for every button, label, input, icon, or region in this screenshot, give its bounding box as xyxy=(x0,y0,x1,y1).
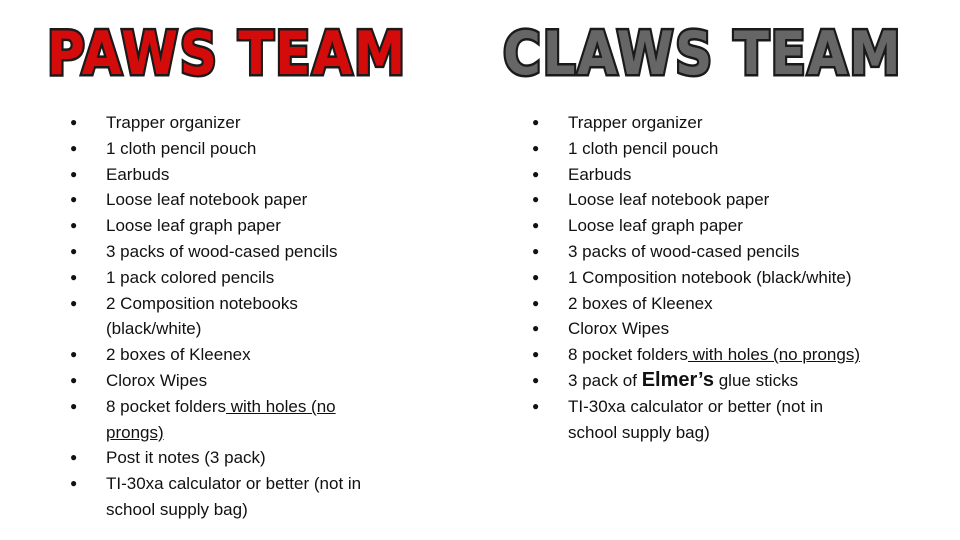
supply-item-text: 1 pack colored pencils xyxy=(106,267,275,287)
supply-list-item xyxy=(68,471,388,523)
supply-item-note: with holes (no prongs) xyxy=(688,345,860,365)
bullet-icon: ● xyxy=(70,218,78,233)
supply-list-item xyxy=(68,445,388,471)
supply-item-text: Clorox Wipes xyxy=(106,370,208,390)
supply-list-item xyxy=(530,187,870,213)
supply-list-item xyxy=(530,110,870,136)
supply-item-text: Loose leaf notebook paper xyxy=(106,190,308,210)
claws-team-title: CLAWS TEAM xyxy=(503,19,903,89)
supply-list-item xyxy=(530,162,870,188)
supply-list-item xyxy=(68,291,388,343)
bullet-icon: ● xyxy=(70,192,78,207)
bullet-icon: ● xyxy=(70,372,78,387)
supply-item-text: 2 boxes of Kleenex xyxy=(106,345,251,365)
supply-item-note: with holes (no prongs) xyxy=(106,396,336,442)
supply-list-item xyxy=(530,316,870,342)
supply-list-item xyxy=(68,239,388,265)
supply-list-item xyxy=(68,368,388,394)
bullet-icon: ● xyxy=(70,243,78,258)
supply-list-item xyxy=(530,342,870,368)
bullet-icon: ● xyxy=(70,140,78,155)
bullet-icon: ● xyxy=(532,321,540,336)
bullet-icon: ● xyxy=(532,372,540,387)
supply-list-item xyxy=(68,213,388,239)
supply-list-item xyxy=(68,136,388,162)
supply-list-item xyxy=(68,342,388,368)
bullet-icon: ● xyxy=(70,115,78,129)
bullet-icon: ● xyxy=(70,450,78,465)
bullet-icon: ● xyxy=(532,115,540,129)
bullet-icon: ● xyxy=(532,269,540,284)
supply-item-text: Earbuds xyxy=(106,164,170,184)
supply-item-text: TI-30xa calculator or better (not in school supply bag) xyxy=(568,396,824,442)
supply-item-text: 8 pocket folders xyxy=(568,345,689,365)
bullet-icon: ● xyxy=(532,218,540,233)
supply-item-text: Post it notes (3 pack) xyxy=(106,448,266,468)
supply-item-text: 3 pack of xyxy=(568,370,642,390)
bullet-icon: ● xyxy=(532,295,540,310)
bullet-icon: ● xyxy=(70,347,78,362)
supply-item-text: 8 pocket folders xyxy=(106,396,227,416)
supply-list-item xyxy=(530,265,870,291)
bullet-icon: ● xyxy=(70,476,78,491)
paws-team-title: PAWS TEAM xyxy=(47,19,407,89)
brand-name: Elmer’s xyxy=(641,368,714,391)
supply-item-text: 2 Composition notebooks (black/white) xyxy=(106,293,298,339)
supply-item-text: Loose leaf notebook paper xyxy=(568,190,770,210)
supply-list-item xyxy=(530,291,870,317)
paws-supply-list xyxy=(68,110,388,523)
supply-list-item xyxy=(68,394,388,446)
supply-list-item xyxy=(530,239,870,265)
bullet-icon: ● xyxy=(532,398,540,413)
supply-item-text: Loose leaf graph paper xyxy=(568,216,743,236)
supply-item-text-suffix: glue sticks xyxy=(713,370,799,390)
supply-list-item xyxy=(68,110,388,136)
supply-item-text: 1 Composition notebook (black/white) xyxy=(568,267,852,287)
supply-item-text: Trapper organizer xyxy=(106,113,241,132)
bullet-icon: ● xyxy=(532,347,540,362)
supply-item-text: Clorox Wipes xyxy=(568,319,670,339)
bullet-icon: ● xyxy=(532,166,540,181)
claws-supply-list xyxy=(530,110,870,445)
supply-list-item xyxy=(68,187,388,213)
supply-item-text: 1 cloth pencil pouch xyxy=(568,138,719,158)
supply-list-item xyxy=(530,394,870,446)
supply-item-text: Trapper organizer xyxy=(568,113,703,132)
supply-item-text: 3 packs of wood-cased pencils xyxy=(568,241,800,261)
supply-list-item xyxy=(530,368,870,394)
supply-item-text: Loose leaf graph paper xyxy=(106,216,281,236)
bullet-icon: ● xyxy=(70,398,78,413)
supply-list-item xyxy=(530,136,870,162)
bullet-icon: ● xyxy=(70,295,78,310)
supply-item-text: Earbuds xyxy=(568,164,632,184)
supply-list-item xyxy=(530,213,870,239)
supply-item-text: 2 boxes of Kleenex xyxy=(568,293,713,313)
supply-item-text: TI-30xa calculator or better (not in school supply bag) xyxy=(106,474,362,519)
bullet-icon: ● xyxy=(532,243,540,258)
supply-list-item xyxy=(68,265,388,291)
bullet-icon: ● xyxy=(532,192,540,207)
supply-item-text: 1 cloth pencil pouch xyxy=(106,138,257,158)
supply-item-text: 3 packs of wood-cased pencils xyxy=(106,241,338,261)
bullet-icon: ● xyxy=(532,140,540,155)
supply-list-item xyxy=(68,162,388,188)
bullet-icon: ● xyxy=(70,166,78,181)
bullet-icon: ● xyxy=(70,269,78,284)
